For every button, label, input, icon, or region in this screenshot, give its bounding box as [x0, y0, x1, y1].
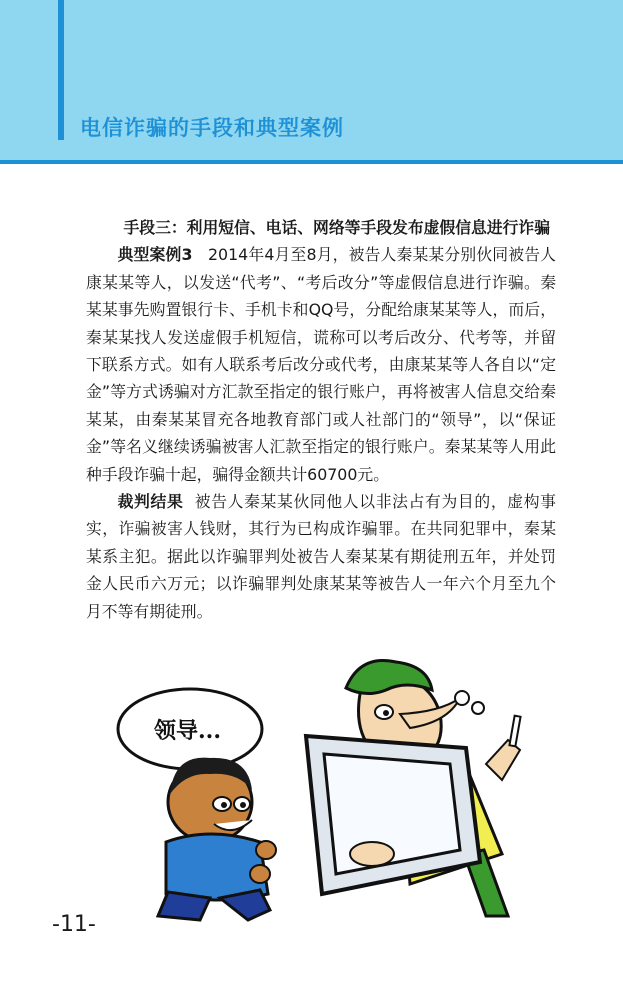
header-accent-bar	[58, 0, 64, 140]
cartoon-illustration	[110, 654, 530, 924]
speech-text: 领导...	[154, 718, 221, 744]
short-man-figure	[158, 758, 276, 920]
chapter-title: 电信诈骗的手段和典型案例	[80, 116, 344, 140]
case-text: 2014年4月至8月，被告人秦某某分别伙同被告人康某某等人，以发送“代考”、“考后改分”等虚假信息进行诈骗。秦某某事先购置银行卡、手机卡和QQ号，分配给康某某等人，而后，秦某某找人发送虚假手机短信，谎称可以考后改分、代考等，并留下联系方式。如有人联系考后改分或代考，由康某某等人各自以“定金”等方式诱骗对方汇款至指定的银行账户，再将被害人信息交给秦某某，由秦某某冒充各地教育部门或人社部门的“领导”，以“保证金”等名义继续诱骗被害人汇款至指定的银行账户。秦某某等人用此种手段诈骗十起，骗得金额共计60700元。	[86, 245, 556, 484]
verdict-paragraph	[86, 488, 556, 625]
case-paragraph	[86, 241, 556, 488]
case-label: 典型案例3	[117, 245, 193, 265]
verdict-text: 被告人秦某某伙同他人以非法占有为目的，虚构事实，诈骗被害人钱财，其行为已构成诈骗罪。在共同犯罪中，秦某某系主犯。据此以诈骗罪判处被告人秦某某有期徒刑五年，并处罚金人民币六万元；以诈骗罪判处康某某等被告人一年六个月至九个月不等有期徒刑。	[86, 492, 556, 621]
page-number: -11-	[52, 912, 96, 937]
verdict-label: 裁判结果	[117, 492, 184, 512]
article-body	[86, 214, 556, 625]
method-heading: 手段三：利用短信、电话、网络等手段发布虚假信息进行诈骗	[123, 218, 550, 237]
header-divider	[0, 160, 623, 164]
tall-man-figure	[306, 660, 521, 916]
